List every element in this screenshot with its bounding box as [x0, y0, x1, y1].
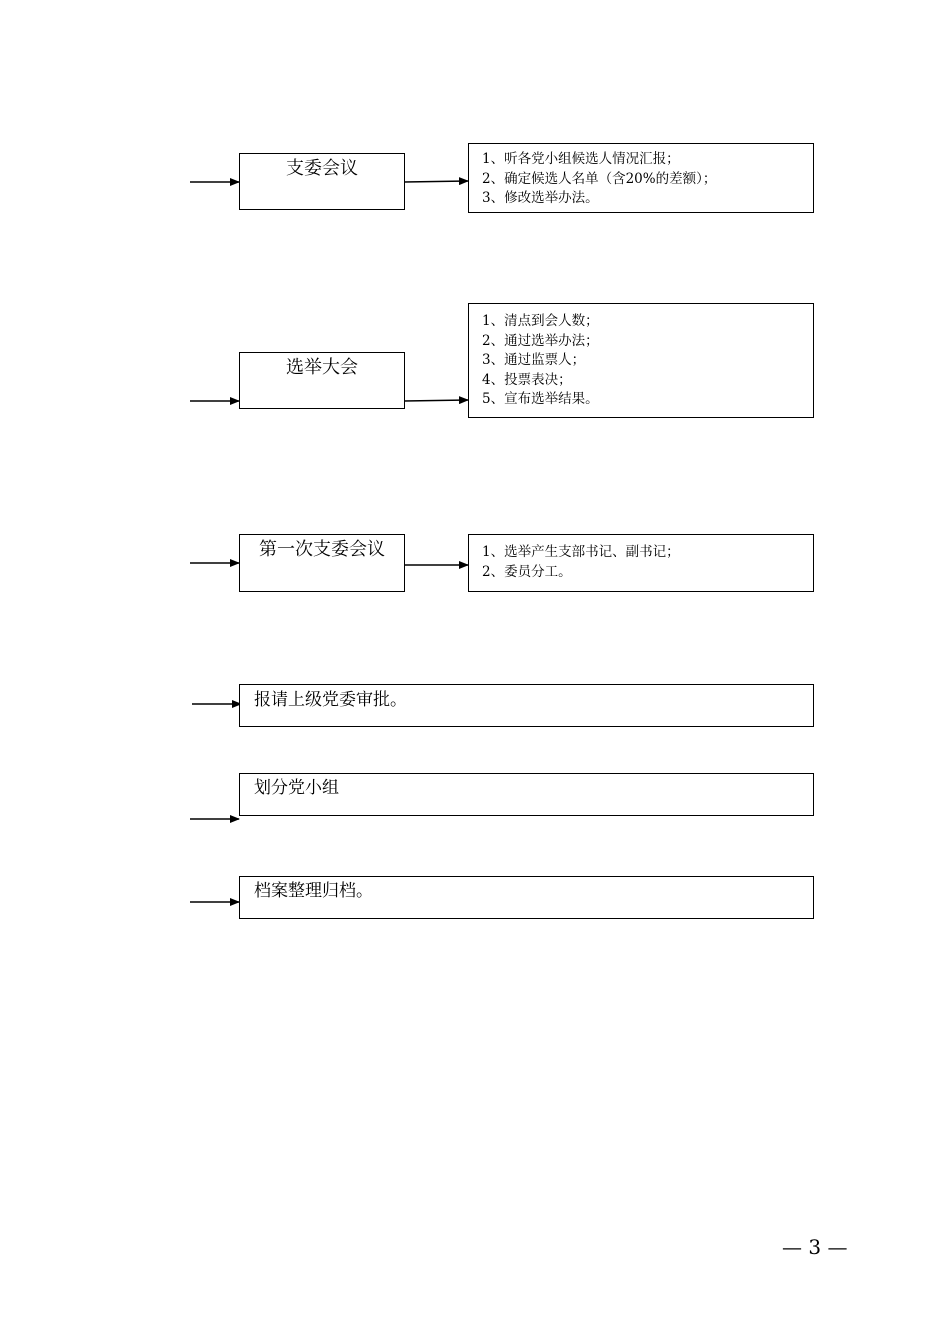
- report-approval-box: [239, 684, 814, 727]
- divide-groups-box: [239, 773, 814, 816]
- election-congress-detail-item: 3、通过监票人；: [482, 352, 586, 368]
- election-congress-detail-item: 2、通过选举办法；: [482, 332, 599, 349]
- page-number: — 3 —: [782, 1235, 848, 1259]
- archive-label: 档案整理归档。: [254, 881, 373, 901]
- election-congress-label: 选举大会: [286, 357, 358, 378]
- first-committee-meeting-detail-item: 2、委员分工。: [482, 563, 572, 580]
- first-committee-meeting-details-box: [468, 534, 814, 592]
- election-congress-detail-item: 5、宣布选举结果。: [482, 391, 599, 407]
- election-congress-detail-item: 4、投票表决；: [482, 371, 572, 388]
- committee-meeting-box: [239, 153, 405, 210]
- committee-meeting-detail-item: 2、确定候选人名单（含20%的差额）；: [482, 170, 717, 187]
- election-congress-detail-item: 1、清点到会人数；: [482, 313, 599, 329]
- committee-meeting-label: 支委会议: [286, 158, 358, 179]
- first-committee-meeting-label: 第一次支委会议: [259, 539, 385, 560]
- first-committee-meeting-detail-item: 1、选举产生支部书记、副书记；: [482, 544, 680, 560]
- committee-meeting-details-box: [468, 143, 814, 213]
- committee-meeting-detail-item: 3、修改选举办法。: [482, 190, 599, 206]
- arrow-election-congress-to-details: [404, 400, 468, 401]
- election-congress-box: [239, 352, 405, 409]
- arrow-committee-meeting-to-details: [404, 181, 468, 182]
- election-congress-details-box: [468, 303, 814, 418]
- committee-meeting-detail-item: 1、听各党小组候选人情况汇报；: [482, 151, 680, 167]
- first-committee-meeting-box: [239, 534, 405, 592]
- divide-groups-label: 划分党小组: [254, 778, 339, 798]
- report-approval-label: 报请上级党委审批。: [254, 690, 407, 710]
- archive-box: [239, 876, 814, 919]
